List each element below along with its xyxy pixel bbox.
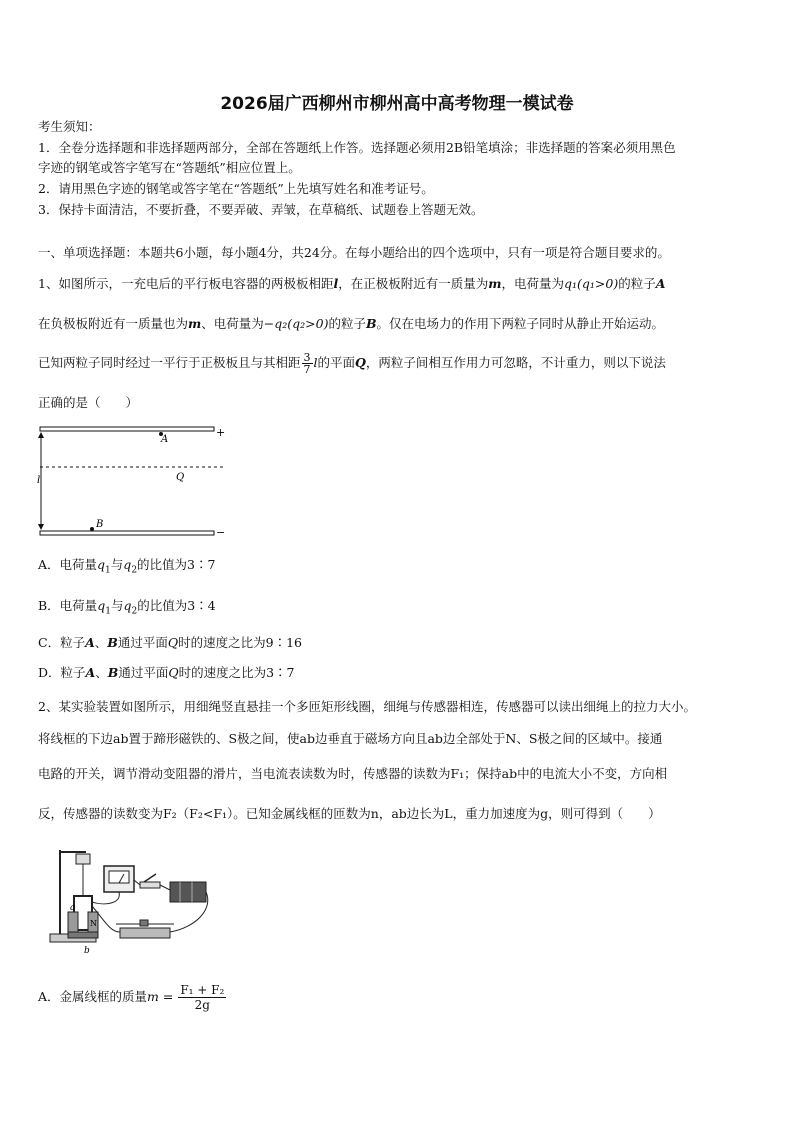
rheostat <box>120 928 170 938</box>
notice-item: 3．保持卡面清洁，不要折叠，不要弄破、弄皱，在草稿纸、试题卷上答题无效。 <box>38 202 484 217</box>
switch <box>140 882 160 888</box>
option-a: A．电荷量$q_1$与$q_2$的比值为3∶7 <box>38 557 216 576</box>
fraction: $\frac{3}{7}$ <box>303 351 311 376</box>
q2-line1: 2、某实验装置如图所示，用细绳竖直悬挂一个多匝矩形线圈，细绳与传感器相连，传感器可以读出细绳上的拉力大小。 <box>38 699 696 714</box>
positive-plate <box>40 427 214 431</box>
negative-plate <box>40 531 214 535</box>
label-a: a <box>70 903 76 913</box>
q2-line2: 将线框的下边ab置于蹄形磁铁的、S极之间，使ab边垂直于磁场方向且ab边全部处于N、S极之间的区域中。接通 <box>38 731 663 746</box>
q1-line2: 在负极板附近有一质量也为m、电荷量为−q₂(q₂>0)的粒子B。仅在电场力的作用下两粒子同时从静止开始运动。 <box>38 316 665 331</box>
page-title: 2026届广西柳州市柳州高中高考物理一模试卷 <box>220 94 574 114</box>
q1-line3: 已知两粒子同时经过一平行于正极板且与其相距 $\frac{3}{7}$ l的平面Q，两粒子间相互作用力可忽略，不计重力，则以下说法 <box>38 351 666 376</box>
q2-option-a: A．金属线框的质量m = $\frac{\text{F₁ + F₂}}{2g}$ <box>38 983 225 1012</box>
label-b: B <box>96 519 104 530</box>
q1-line4: 正确的是（ ） <box>38 395 139 410</box>
q1-line1: 1、如图所示，一充电后的平行板电容器的两极板相距l，在正极板附近有一质量为m，电荷量为q₁(q₁>0)的粒子A <box>38 276 666 291</box>
option-b: B．电荷量$q_1$与$q_2$的比值为3∶4 <box>38 598 216 617</box>
option-d: D．粒子A、B通过平面Q时的速度之比为3∶7 <box>38 665 295 680</box>
magnet-pole-n <box>68 912 78 934</box>
plus-sign: + <box>216 426 226 439</box>
capacitor-figure <box>34 420 234 545</box>
particle-b <box>90 527 94 531</box>
option-c: C．粒子A、B通过平面Q时的速度之比为9∶16 <box>38 635 302 650</box>
q2-line4: 反，传感器的读数变为F₂（F₂<F₁）。已知金属线框的匝数为n，ab边长为L，重力加速度为g，则可得到（ ） <box>38 806 661 821</box>
notice-item: 2．请用黑色字迹的钢笔或答字笔在“答题纸”上先填写姓名和准考证号。 <box>38 181 434 196</box>
notice-item: 1．全卷分选择题和非选择题两部分，全部在答题纸上作答。选择题必须用2B铅笔填涂；非选择题的答案必须用黑色 <box>38 140 676 155</box>
notice-heading: 考生须知： <box>38 119 101 134</box>
label-a: A <box>161 434 169 445</box>
sensor <box>76 854 90 864</box>
mass-fraction: $\frac{\text{F₁ + F₂}}{2g}$ <box>180 983 225 1012</box>
minus-sign: − <box>216 526 226 539</box>
label-n: N <box>90 919 97 928</box>
label-l: l <box>37 475 41 486</box>
label-q: Q <box>176 472 185 483</box>
experiment-figure <box>44 840 216 958</box>
q2-line3: 电路的开关，调节滑动变阻器的滑片，当电流表读数为时，传感器的读数为F₁；保持ab中的电流大小不变，方向相 <box>38 766 668 781</box>
section-heading: 一、单项选择题：本题共6小题，每小题4分，共24分。在每小题给出的四个选项中，只有一项是符合题目要求的。 <box>38 245 670 260</box>
battery <box>170 882 206 902</box>
label-b: b <box>84 946 90 956</box>
notice-item: 字迹的钢笔或答字笔写在“答题纸”相应位置上。 <box>38 160 301 175</box>
